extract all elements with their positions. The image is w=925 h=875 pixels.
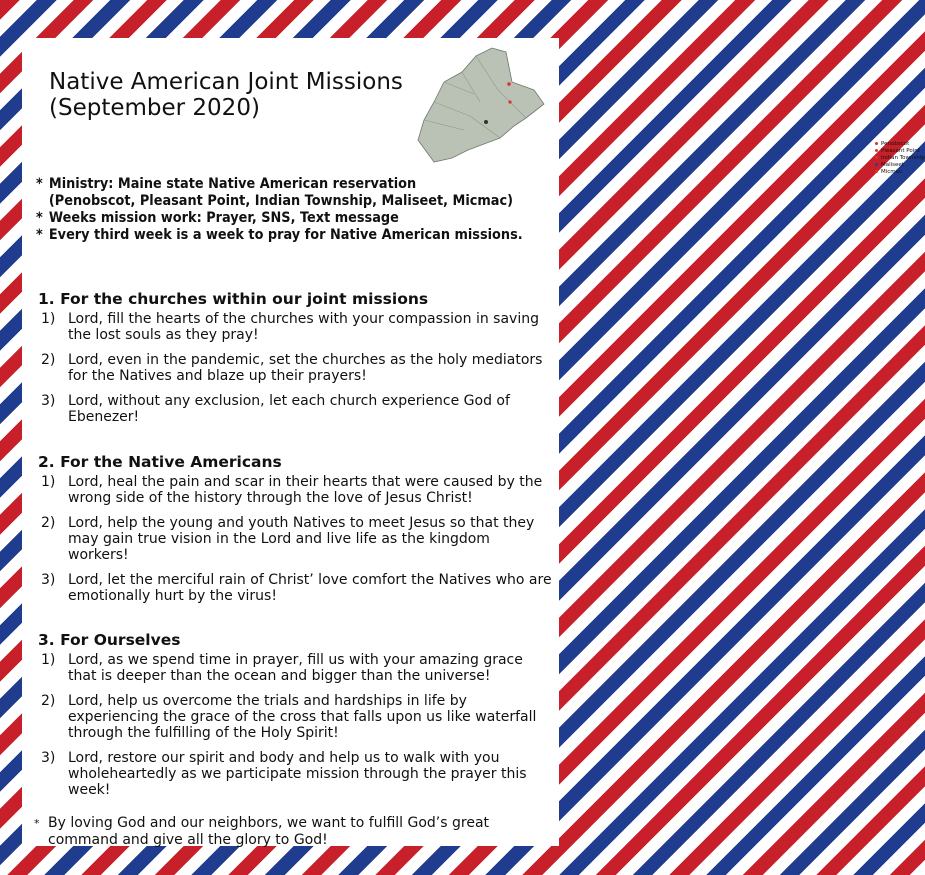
section-ourselves: [38, 631, 553, 798]
legend-dot: [875, 142, 878, 145]
bullet-icon: *: [36, 176, 43, 192]
section-title: 3. For Ourselves: [38, 631, 181, 649]
section-native-americans: [38, 453, 553, 604]
list-item: 3) Lord, without any exclusion, let each church experience God of Ebenezer!: [41, 393, 510, 425]
section-title: 1. For the churches within our joint missions: [38, 290, 429, 308]
closing-statement: [34, 815, 548, 849]
section-churches: [38, 290, 553, 425]
legend-dot: [875, 149, 878, 152]
third-week-line: * Every third week is a week to pray for Native American missions.: [36, 227, 523, 243]
legend-item: Micmac: [875, 169, 925, 176]
legend-item: Indian Township: [875, 155, 925, 162]
maine-map: [414, 42, 925, 182]
list-item: 2) Lord, even in the pandemic, set the churches as the holy mediators for the Natives and blaze up their prayers!: [41, 352, 543, 384]
list-item: 1) Lord, heal the pain and scar in their hearts that were caused by the wrong side of the history through the love of Jesus Christ!: [41, 474, 543, 506]
legend-dot: [875, 163, 878, 166]
bullet-icon: *: [34, 817, 40, 830]
prayer-letter: [22, 38, 925, 848]
penobscot-marker: [484, 120, 488, 124]
mission-info: [36, 176, 523, 244]
list-item: 2) Lord, help the young and youth Natives to meet Jesus so that they may gain true vision in the Lord and live life as the kingdom workers!: [41, 515, 535, 563]
weeks-line: * Weeks mission work: Prayer, SNS, Text message: [36, 210, 399, 226]
legend-item: Pleasant Point: [875, 148, 925, 155]
list-item: 1) Lord, fill the hearts of the churches with your compassion in saving the lost souls as they pray!: [41, 311, 539, 343]
title-line-2: (September 2020): [49, 95, 260, 121]
legend-item: Penobscot: [875, 141, 925, 148]
maliseet-marker: [507, 82, 511, 86]
closing-text: By loving God and our neighbors, we want to fulfill God’s great command and give all the glory to God!: [48, 815, 490, 848]
map-legend: [875, 141, 925, 176]
list-item: 1) Lord, as we spend time in prayer, fill us with your amazing grace that is deeper than the ocean and bigger than the universe!: [41, 652, 523, 684]
list-item: 3) Lord, let the merciful rain of Christ’ love comfort the Natives who are emotionally hurt by the virus!: [41, 572, 552, 604]
ministry-detail-line: (Penobscot, Pleasant Point, Indian Township, Maliseet, Micmac): [48, 193, 514, 209]
list-item: 2) Lord, help us overcome the trials and hardships in life by experiencing the grace of the cross that falls upon us like waterfall through the fulfilling of the Holy Spirit!: [41, 693, 537, 741]
title-line-1: Native American Joint Missions: [49, 69, 403, 95]
legend-item: Maliseet: [875, 162, 925, 169]
maine-map-graphic: [414, 42, 556, 182]
bullet-icon: *: [36, 210, 43, 226]
list-item: 3) Lord, restore our spirit and body and help us to walk with you wholeheartedly as we participate mission through the prayer this week!: [41, 750, 527, 798]
legend-dot: [875, 170, 878, 173]
micmac-marker: [508, 100, 511, 103]
section-title: 2. For the Native Americans: [38, 453, 282, 471]
ministry-line: * Ministry: Maine state Native American reservation: [36, 176, 417, 192]
bullet-icon: *: [36, 227, 43, 243]
page-title: [49, 69, 403, 121]
legend-dot: [875, 156, 878, 159]
